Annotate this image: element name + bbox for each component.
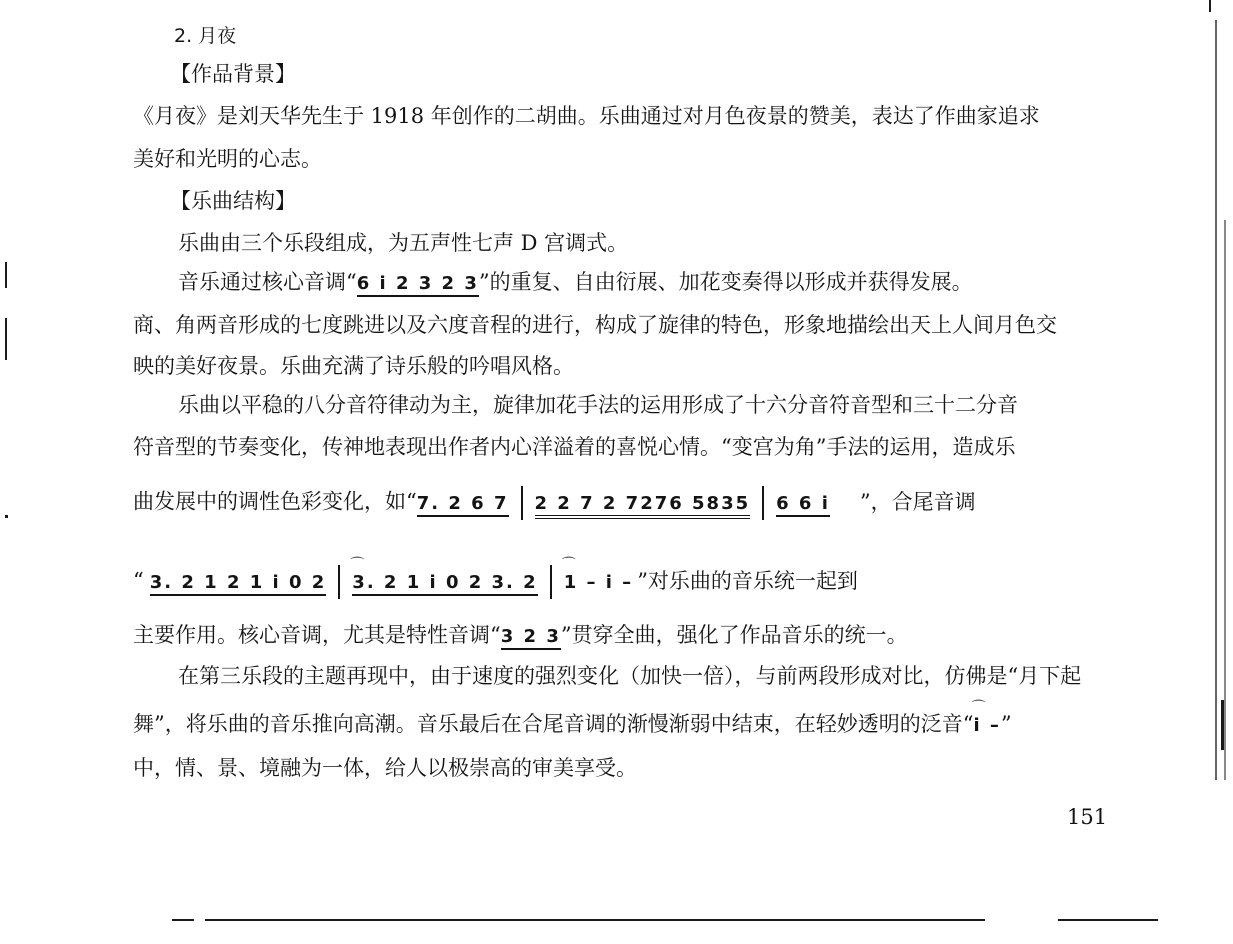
background-text-line-2: 美好和光明的心志。: [133, 147, 322, 171]
char-tone-post: ”贯穿全曲，强化了作品音乐的统一。: [560, 623, 908, 647]
footer-rule: [1058, 919, 1158, 921]
characteristic-tone-line: [133, 621, 908, 651]
core-tone-post: ”的重复、自由衍展、加花变奏得以形成并获得发展。: [478, 270, 973, 294]
binding-edge-line: [1215, 20, 1217, 780]
rhythm-text-line-1: 乐曲以平稳的八分音符律动为主，旋律加花手法的运用形成了十六分音符音型和三十二分音: [178, 393, 1018, 417]
margin-mark: [5, 262, 7, 288]
page-number: 151: [1067, 805, 1108, 829]
bar-line: [550, 565, 552, 599]
cadence-line: [133, 565, 858, 599]
third-line2-post: ”: [1000, 712, 1012, 736]
footer-rule: [205, 919, 985, 921]
third-section-line-3: 中，情、景、境融为一体，给人以极崇高的审美享受。: [133, 756, 637, 780]
background-text-line-1: 《月夜》是刘天华先生于 1918 年创作的二胡曲。乐曲通过对月色夜景的赞美，表达了作曲家追求: [133, 104, 1040, 128]
third-line2-pre: 舞”，将乐曲的音乐推向高潮。音乐最后在合尾音调的渐慢渐弱中结束，在轻妙透明的泛音“: [133, 712, 974, 736]
background-heading: 【作品背景】: [170, 62, 296, 86]
footer-rule: [172, 919, 194, 921]
structure-heading: 【乐曲结构】: [170, 189, 296, 213]
bar-line: [521, 486, 523, 520]
modulation-measure-2: 2 2 7 2 7276 5835: [535, 490, 751, 518]
margin-mark: [5, 515, 8, 518]
char-tone-pre: 主要作用。核心音调，尤其是特性音调“: [133, 623, 501, 647]
core-text-line-3: 映的美好夜景。乐曲充满了诗乐般的吟唱风格。: [133, 354, 574, 378]
structure-text: 乐曲由三个乐段组成，为五声性七声 D 宫调式。: [178, 231, 629, 255]
binding-edge-line: [1224, 220, 1226, 780]
cadence-measure-2: ⌒ 3. 2 1 i 0 2 3. 2: [352, 569, 537, 597]
third-section-line-2: [133, 710, 1012, 740]
core-tone-line: [178, 268, 973, 298]
third-section-line-1: 在第三乐段的主题再现中，由于速度的强烈变化（加快一倍），与前两段形成对比，仿佛是“月下起: [178, 664, 1082, 688]
rhythm-line3-post: ”，合尾音调: [859, 489, 976, 514]
core-tone-pre: 音乐通过核心音调“: [178, 270, 357, 294]
binding-edge-line: [1221, 700, 1224, 750]
modulation-measure-3: 6 6 i: [776, 490, 830, 518]
rhythm-text-line-3: [133, 486, 976, 520]
bar-line: [338, 565, 340, 599]
margin-mark: [5, 318, 7, 360]
modulation-measure-1: 7. 2 6 7: [417, 490, 509, 518]
rhythm-line3-pre: 曲发展中的调性色彩变化，如“: [133, 489, 417, 514]
harmonic-notation: ⌒ i –: [973, 712, 1000, 740]
margin-mark: [1209, 0, 1211, 12]
cadence-post: ”对乐曲的音乐统一起到: [637, 568, 858, 593]
cadence-measure-3: ⌒ 1 – i –: [564, 569, 634, 597]
core-text-line-2: 商、角两音形成的七度跳进以及六度音程的进行，构成了旋律的特色，形象地描绘出天上人间月色交: [133, 313, 1057, 337]
cadence-open-quote: “: [133, 568, 144, 593]
characteristic-tone-notation: 3 2 3: [501, 623, 561, 651]
cadence-measure-1: 3. 2 1 2 1 i 0 2: [150, 569, 327, 597]
core-tone-notation: 6 i 2 3 2 3: [357, 270, 479, 298]
rhythm-text-line-2: 符音型的节奏变化，传神地表现出作者内心洋溢着的喜悦心情。“变宫为角”手法的运用，造成乐: [133, 435, 1016, 459]
bar-line: [762, 486, 764, 520]
section-title: 2. 月夜: [174, 25, 237, 47]
